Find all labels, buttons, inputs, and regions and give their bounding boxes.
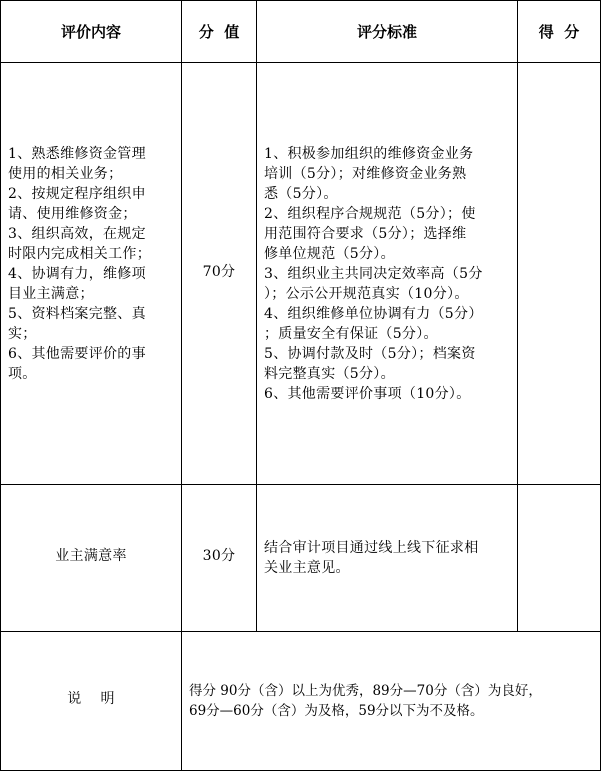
note-label: 说 明 bbox=[67, 691, 115, 707]
row1-standard-line: 用范围符合要求（5分）；选择维 bbox=[264, 226, 467, 242]
header-points: 分 值 bbox=[198, 23, 240, 41]
col-divider-2 bbox=[256, 0, 257, 631]
row1-content-line: 3、组织高效，在规定 bbox=[8, 226, 146, 242]
row1-content-line: 使用的相关业务； bbox=[8, 166, 123, 182]
row1-points: 70分 bbox=[202, 264, 236, 280]
row1-standard-line: 修单位规范（5分）。 bbox=[264, 246, 395, 262]
header-standard: 评分标准 bbox=[356, 23, 417, 41]
row1-standard-line: 料完整真实（5分）。 bbox=[264, 366, 395, 382]
row1-content-line: 6、其他需要评价的事 bbox=[8, 346, 146, 362]
table-border-top bbox=[0, 0, 601, 1]
row1-standard-line: 4、组织维修单位协调有力（5分） bbox=[264, 306, 483, 322]
row2-content: 业主满意率 bbox=[55, 548, 127, 564]
header-divider bbox=[0, 62, 601, 63]
row1-content-line: 时限内完成相关工作； bbox=[8, 246, 151, 262]
header-content: 评价内容 bbox=[60, 23, 121, 41]
note-line: 得分 90分（含）以上为优秀，89分—70分（含）为良好， bbox=[189, 683, 542, 699]
row1-standard-line: ）；公示公开规范真实（10分）。 bbox=[264, 286, 469, 302]
row2-standard-line: 结合审计项目通过线上线下征求相 bbox=[264, 540, 479, 556]
row1-standard-line: 6、其他需要评价事项（10分）。 bbox=[264, 386, 471, 402]
header-score: 得 分 bbox=[538, 23, 580, 41]
row1-standard-line: 1、积极参加组织的维修资金业务 bbox=[264, 146, 474, 162]
row1-content-line: 请、使用维修资金； bbox=[8, 206, 137, 222]
row1-content-line: 实； bbox=[8, 326, 37, 342]
row2-points: 30分 bbox=[202, 548, 236, 564]
row1-standard-line: 悉（5分）。 bbox=[264, 186, 338, 202]
row1-standard-line: 5、协调付款及时（5分）；档案资 bbox=[264, 346, 476, 362]
row1-standard-line: 2、组织程序合规规范（5分）；使 bbox=[264, 206, 476, 222]
row1-content-line: 4、协调有力，维修项 bbox=[8, 266, 146, 282]
col-divider-1 bbox=[181, 0, 182, 771]
row-divider-2 bbox=[0, 631, 601, 632]
row1-content-line: 1、熟悉维修资金管理 bbox=[8, 146, 146, 162]
table-border-left bbox=[0, 0, 1, 771]
row1-standard-line: ；质量安全有保证（5分）。 bbox=[264, 326, 438, 342]
row1-standard-line: 3、组织业主共同决定效率高（5分 bbox=[264, 266, 483, 282]
note-line: 69分—60分（含）为及格，59分以下为不及格。 bbox=[189, 703, 484, 719]
col-divider-3 bbox=[517, 0, 518, 631]
row1-content-line: 项。 bbox=[8, 366, 37, 382]
row1-content-line: 5、资料档案完整、真 bbox=[8, 306, 146, 322]
row1-content-line: 目业主满意； bbox=[8, 286, 94, 302]
row-divider-1 bbox=[0, 484, 601, 485]
row2-standard-line: 关业主意见。 bbox=[264, 560, 350, 576]
row1-standard-line: 培训（5分）；对维修资金业务熟 bbox=[264, 166, 467, 182]
row1-content-line: 2、按规定程序组织申 bbox=[8, 186, 146, 202]
